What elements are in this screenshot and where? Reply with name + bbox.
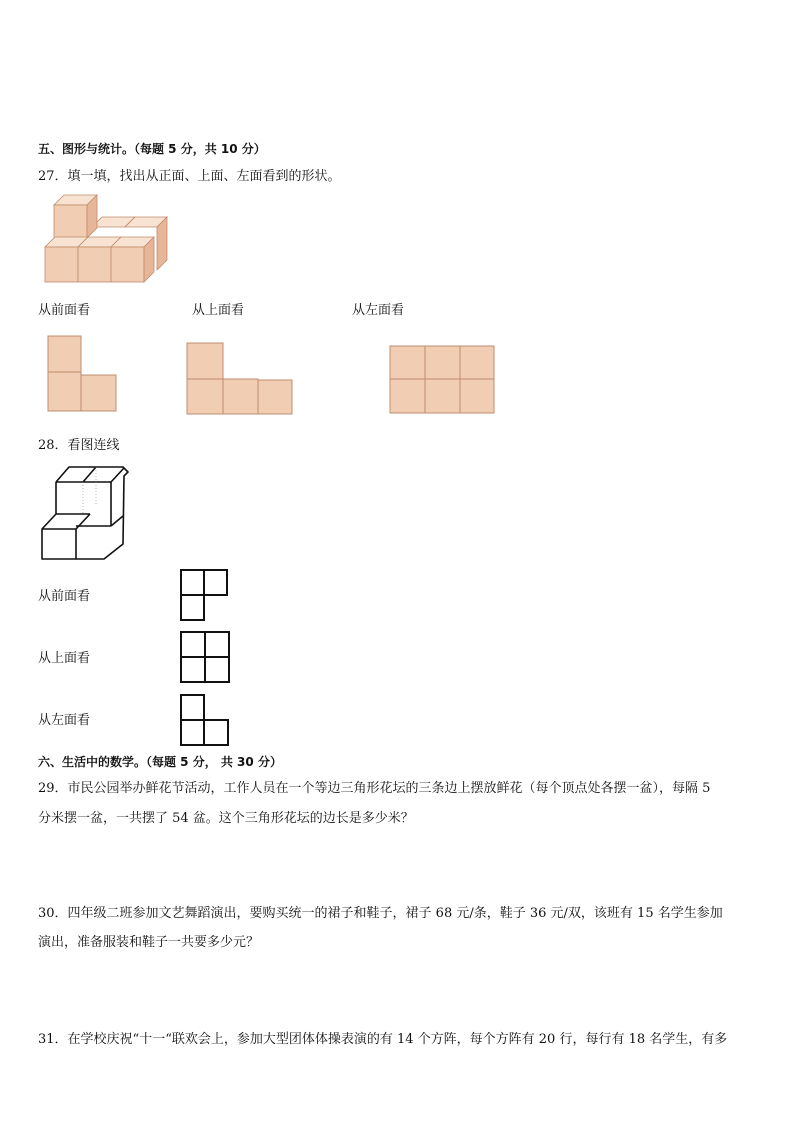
section-heading-6: 六、生活中的数学。（每题 5 分， 共 30 分） xyxy=(38,755,282,769)
question-31-line-1: 31．在学校庆祝“十一“联欢会上，参加大型团体体操表演的有 14 个方阵，每个方阵有 20 行，每行有 18 名学生，有多 xyxy=(38,1032,728,1047)
q28-label-top: 从上面看 xyxy=(38,651,91,666)
q27-label-top: 从上面看 xyxy=(192,303,245,318)
q28-option-shape-3 xyxy=(180,694,232,748)
q28-option-shape-1 xyxy=(180,569,230,623)
q28-label-front: 从前面看 xyxy=(38,589,91,604)
q27-view-top xyxy=(186,342,296,417)
question-29-line-1: 29．市民公园举办鲜花节活动，工作人员在一个等边三角形花坛的三条边上摆放鲜花（每个顶点处各摆一盆），每隔 5 xyxy=(38,781,711,796)
q27-label-front: 从前面看 xyxy=(38,303,91,318)
q27-cube-figure xyxy=(40,195,180,290)
q27-view-left xyxy=(389,345,499,417)
question-29-line-2: 分米摆一盆，一共摆了 54 盆。这个三角形花坛的边长是多少米？ xyxy=(38,811,414,826)
question-30-line-1: 30．四年级二班参加文艺舞蹈演出，要购买统一的裙子和鞋子，裙子 68 元/条，鞋子 36 元/双，该班有 15 名学生参加 xyxy=(38,906,723,921)
q28-label-left: 从左面看 xyxy=(38,713,91,728)
q28-cube-drawing xyxy=(38,464,133,564)
question-28-prompt: 28．看图连线 xyxy=(38,438,120,453)
question-27-prompt: 27．填一填，找出从正面、上面、左面看到的形状。 xyxy=(38,169,341,184)
q27-view-front xyxy=(47,335,119,415)
section-heading-5: 五、图形与统计。（每题 5 分，共 10 分） xyxy=(38,142,266,156)
q28-option-shape-2 xyxy=(180,631,232,685)
question-30-line-2: 演出，准备服装和鞋子一共要多少元？ xyxy=(38,935,260,950)
q27-label-left: 从左面看 xyxy=(352,303,405,318)
